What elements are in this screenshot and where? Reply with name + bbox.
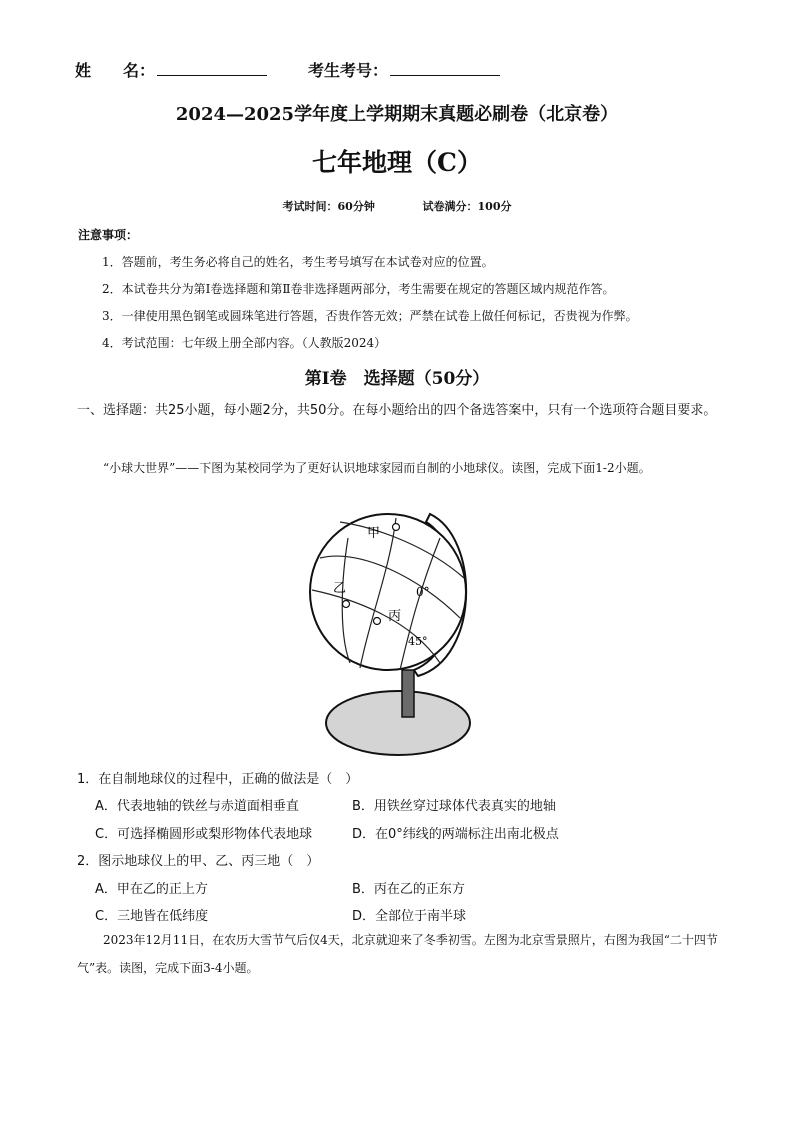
notice-item: 2．本试卷共分为第Ⅰ卷选择题和第Ⅱ卷非选择题两部分，考生需要在规定的答题区域内规范作答。 [102, 282, 615, 296]
name-blank [157, 59, 267, 76]
exam-no-field [308, 58, 500, 81]
label-yi: 乙 [333, 581, 347, 596]
globe-base [326, 691, 470, 755]
point-bing [374, 618, 381, 625]
option-2b: B．丙在乙的正东方 [352, 882, 465, 897]
label-bing: 丙 [388, 609, 402, 624]
option-1a: A．代表地轴的铁丝与赤道面相垂直 [95, 799, 299, 814]
exam-score: 试卷满分：100分 [422, 200, 512, 213]
question-stem-3-4: 2023年12月11日，在农历大雪节气后仅4天，北京就迎来了冬季初雪。左图为北京雪景照片，右图为我国“二十四节气”表。读图，完成下面3-4小题。 [77, 933, 718, 975]
name-label: 姓 名： [75, 61, 156, 80]
question-1-stem: 1．在自制地球仪的过程中，正确的做法是（ ） [77, 772, 359, 787]
label-zero-degree: 0° [416, 585, 430, 599]
exam-title: 2024—2025学年度上学期期末真题必刷卷（北京卷） [175, 104, 619, 125]
exam-no-blank [390, 59, 500, 76]
exam-no-label: 考生考号： [308, 61, 389, 80]
question-stem-1-2: “小球大世界”——下图为某校同学为了更好认识地球家园而自制的小地球仪。读图，完成下面1-2小题。 [103, 461, 651, 475]
option-2a: A．甲在乙的正上方 [95, 882, 208, 897]
option-2c: C．三地皆在低纬度 [95, 909, 209, 924]
option-1b: B．用铁丝穿过球体代表真实的地轴 [352, 799, 556, 814]
option-2d: D．全部位于南半球 [352, 909, 467, 924]
exam-meta [0, 198, 794, 214]
label-45-degree: 45° [408, 635, 428, 648]
notice-heading: 注意事项： [78, 228, 139, 242]
label-jia: 甲 [367, 526, 381, 541]
option-1c: C．可选择椭圆形或梨形物体代表地球 [95, 827, 313, 842]
point-yi [343, 601, 350, 608]
globe-figure [300, 508, 500, 768]
subject-title: 七年地理（C） [312, 148, 482, 177]
exam-time: 考试时间：60分钟 [282, 200, 375, 213]
section-intro: 一、选择题：共25小题，每小题2分，共50分。在每小题给出的四个备选答案中，只有一个选项符合题目要求。 [77, 403, 717, 418]
globe-stand-pole [402, 670, 414, 717]
point-jia [393, 524, 400, 531]
option-1d: D．在0°纬线的两端标注出南北极点 [352, 827, 559, 842]
notice-item: 3．一律使用黑色钢笔或圆珠笔进行答题，否贵作答无效；严禁在试卷上做任何标记，否贵视为作弊。 [102, 309, 638, 323]
section-heading: 第Ⅰ卷 选择题（50分） [304, 369, 490, 389]
name-field [75, 58, 267, 81]
notice-item: 4．考试范围：七年级上册全部内容。（人教版2024） [102, 336, 387, 350]
question-2-stem: 2．图示地球仪上的甲、乙、丙三地（ ） [77, 854, 320, 869]
notice-item: 1．答题前，考生务必将自己的姓名，考生考号填写在本试卷对应的位置。 [102, 255, 494, 269]
